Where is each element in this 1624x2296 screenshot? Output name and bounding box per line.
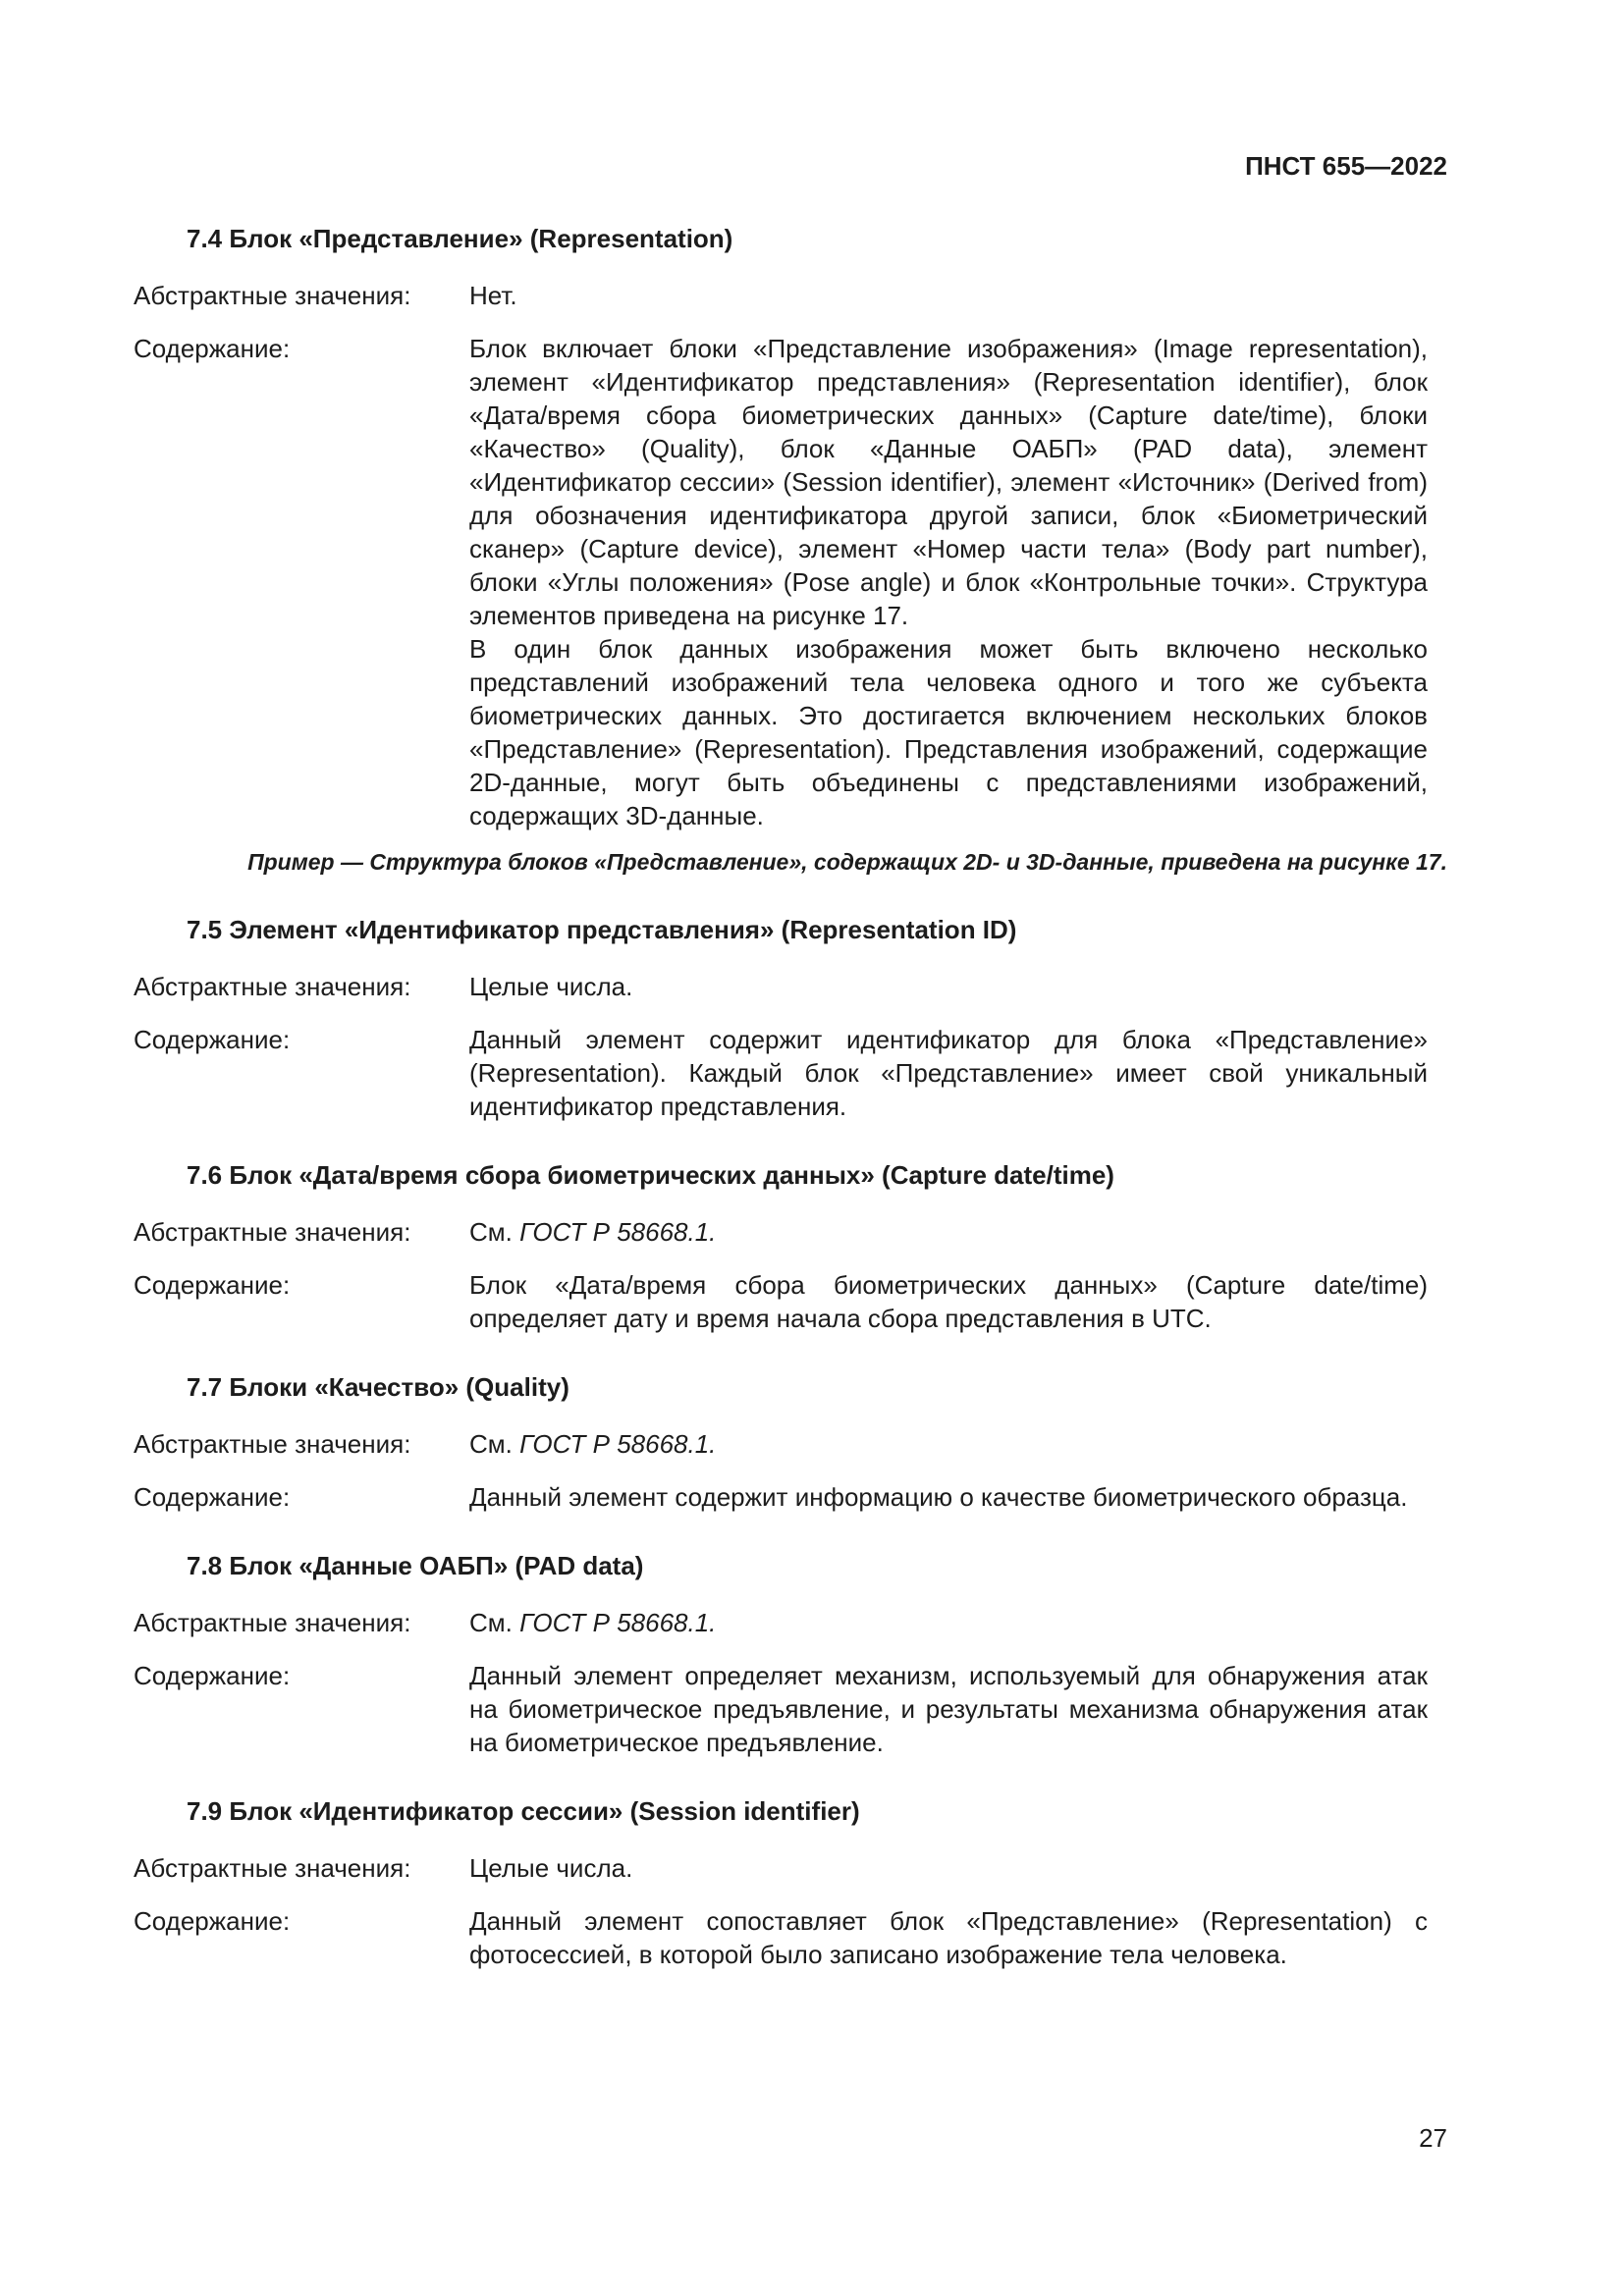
abstract-value: Целые числа. [469,972,633,1001]
content-value [469,332,1428,832]
content-row [134,1480,1447,1514]
standard-reference: ГОСТ Р 58668.1. [519,1608,717,1637]
abstract-row [134,1215,1447,1249]
content-value: Данный элемент сопоставляет блок «Представление» (Representation) с фотосессией, в которой было записано изображение тела человека. [469,1906,1428,1969]
content-row [134,1023,1447,1123]
abstract-label: Абстрактные значения: [134,1853,411,1883]
section-heading-7-8: 7.8 Блок «Данные ОАБП» (PAD data) [187,1551,644,1580]
abstract-label: Абстрактные значения: [134,1429,411,1459]
content-paragraph: Блок включает блоки «Представление изображения» (Image representation), элемент «Идентификатор представления» (Representation identifier), блок «Дата/время сбора биометрических данных» (Capture date/time), блоки «Качество» (Quality), блок «Данные ОАБП» (PAD data), элемент «Идентификатор сессии» (Session identifier), элемент «Источник» (Derived from) для обозначения идентификатора другой записи, блок «Биометрический сканер» (Capture device), элемент «Номер части тела» (Body part number), блоки «Углы положения» (Pose angle) и блок «Контрольные точки». Структура элементов приведена на рисунке 17. [469,334,1428,630]
standard-reference: ГОСТ Р 58668.1. [519,1217,717,1247]
section-heading-7-9: 7.9 Блок «Идентификатор сессии» (Session identifier) [187,1796,860,1826]
content-label: Содержание: [134,1661,291,1690]
abstract-value [469,1215,1428,1249]
content-label: Содержание: [134,334,291,363]
section-heading-7-6: 7.6 Блок «Дата/время сбора биометрических данных» (Capture date/time) [187,1160,1114,1190]
abstract-prefix: См. [469,1429,513,1459]
abstract-label: Абстрактные значения: [134,972,411,1001]
example-note: Пример — Структура блоков «Представление», содержащих 2D- и 3D-данные, приведена на рисунке 17. [247,849,1447,875]
section-heading-7-7: 7.7 Блоки «Качество» (Quality) [187,1372,569,1402]
content-row [134,1268,1447,1335]
abstract-value: Нет. [469,281,517,310]
abstract-label: Абстрактные значения: [134,281,411,310]
abstract-label: Абстрактные значения: [134,1608,411,1637]
abstract-value [469,1606,1428,1639]
abstract-row [134,970,1447,1003]
abstract-prefix: См. [469,1608,513,1637]
content-row [134,1659,1447,1759]
abstract-label: Абстрактные значения: [134,1217,411,1247]
abstract-row [134,1427,1447,1461]
content-value: Данный элемент содержит информацию о качестве биометрического образца. [469,1482,1408,1512]
abstract-row [134,1851,1447,1885]
content-label: Содержание: [134,1025,291,1054]
abstract-value: Целые числа. [469,1853,633,1883]
content-value: Блок «Дата/время сбора биометрических данных» (Capture date/time) определяет дату и время начала сбора представления в UTC. [469,1270,1428,1333]
content-label: Содержание: [134,1482,291,1512]
content-value: Данный элемент содержит идентификатор для блока «Представление» (Representation). Каждый блок «Представление» имеет свой уникальный идентификатор представления. [469,1025,1428,1121]
abstract-row [134,279,1447,312]
content-value: Данный элемент определяет механизм, используемый для обнаружения атак на биометрическое предъявление, и результаты механизма обнаружения атак на биометрическое предъявление. [469,1661,1428,1757]
content-paragraph: В один блок данных изображения может быть включено несколько представлений изображений тела человека одного и того же субъекта биометрических данных. Это достигается включением нескольких блоков «Представление» (Representation). Представления изображений, содержащие 2D-данные, могут быть объединены с представлениями изображений, содержащих 3D-данные. [469,634,1428,830]
content-row [134,332,1447,832]
page-number: 27 [1419,2123,1447,2153]
page-content [134,222,1447,1971]
abstract-prefix: См. [469,1217,513,1247]
content-row [134,1904,1447,1971]
section-heading-7-5: 7.5 Элемент «Идентификатор представления» (Representation ID) [187,915,1017,944]
section-heading-7-4: 7.4 Блок «Представление» (Representation) [187,224,733,253]
document-id: ПНСТ 655—2022 [1245,151,1447,181]
standard-reference: ГОСТ Р 58668.1. [519,1429,717,1459]
content-label: Содержание: [134,1270,291,1300]
content-label: Содержание: [134,1906,291,1936]
abstract-row [134,1606,1447,1639]
abstract-value [469,1427,1428,1461]
